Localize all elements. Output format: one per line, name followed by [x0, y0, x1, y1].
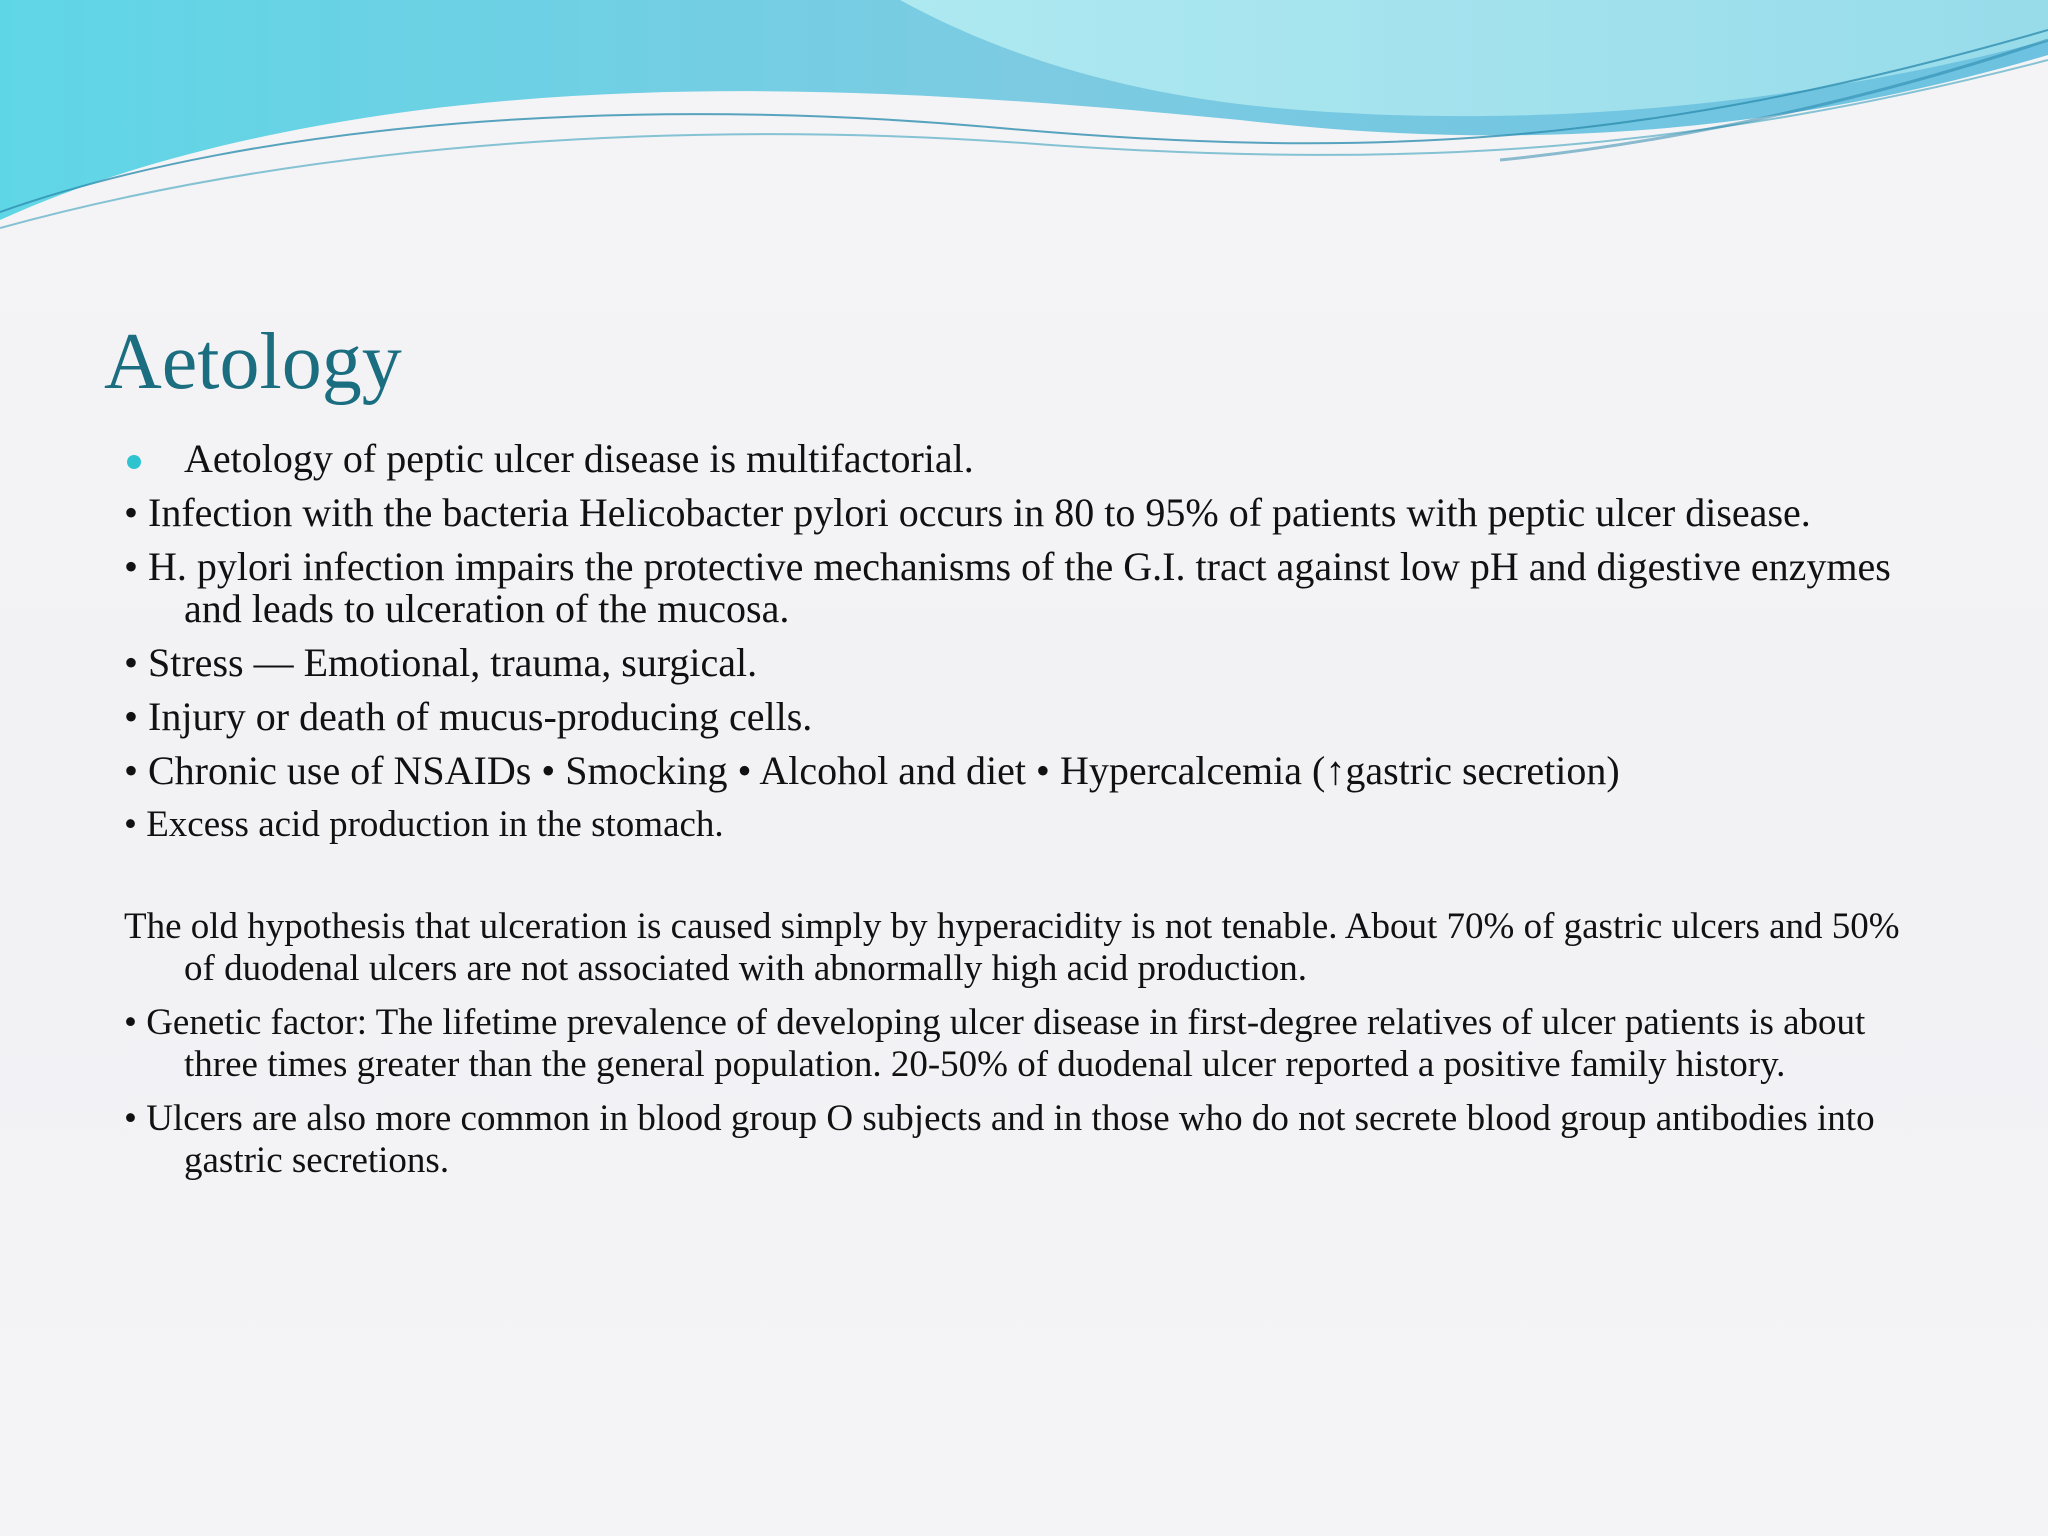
bullet-item-text: Aetology of peptic ulcer disease is multifactorial.: [184, 436, 974, 481]
bullet-item: • Injury or death of mucus-producing cells.: [124, 694, 813, 739]
paragraph: • Genetic factor: The lifetime prevalence of developing ulcer disease in first-degree relatives of ulcer patients is about three times greater than the general population. 20-50% of duodenal ulcer reported a positive family history.: [124, 1002, 1866, 1085]
header-wave-decoration: [0, 0, 2048, 240]
section-spacer: [124, 858, 1924, 906]
slide-content: [124, 438, 1924, 1194]
paragraph: • Ulcers are also more common in blood group O subjects and in those who do not secrete blood group antibodies into gastric secretions.: [124, 1098, 1875, 1181]
slide-title: Aetology: [104, 318, 402, 406]
bullet-item: • Chronic use of NSAIDs • Smocking • Alcohol and diet • Hypercalcemia (↑gastric secretion): [124, 748, 1620, 793]
paragraph: The old hypothesis that ulceration is caused simply by hyperacidity is not tenable. About 70% of gastric ulcers and 50% of duodenal ulcers are not associated with abnormally high acid production.: [124, 906, 1900, 989]
bullet-item: • H. pylori infection impairs the protective mechanisms of the G.I. tract against low pH and digestive enzymes and leads to ulceration of the mucosa.: [124, 544, 1891, 631]
bullet-item: • Infection with the bacteria Helicobacter pylori occurs in 80 to 95% of patients with peptic ulcer disease.: [124, 490, 1811, 535]
bullet-item: • Excess acid production in the stomach.: [124, 804, 724, 845]
bullet-item: [124, 438, 1924, 480]
circle-bullet-icon: [127, 455, 141, 469]
bullet-item: • Stress — Emotional, trauma, surgical.: [124, 640, 758, 685]
